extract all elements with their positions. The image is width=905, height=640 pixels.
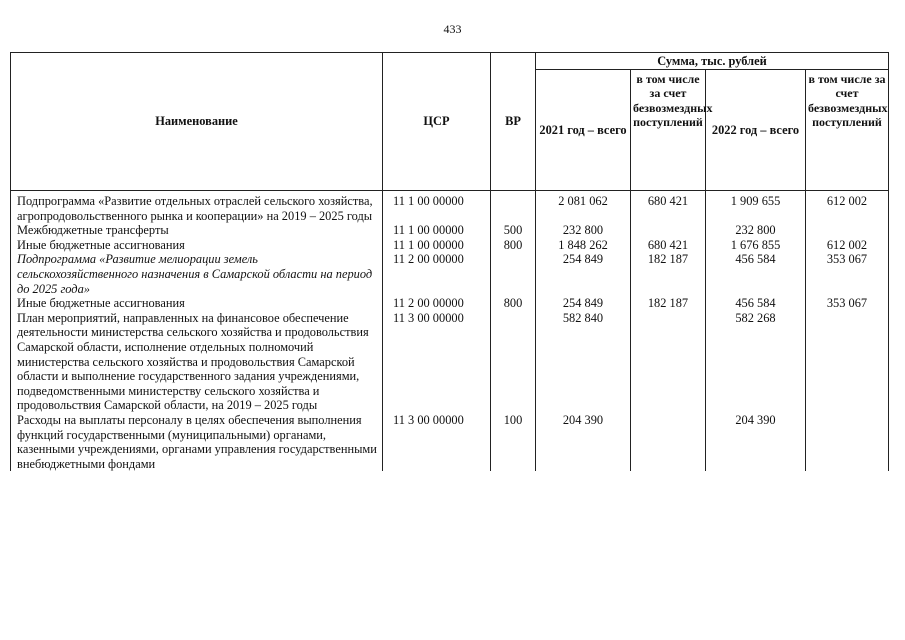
row-2021-free: 680 421 — [631, 238, 706, 253]
row-2022-total: 1 909 655 — [706, 191, 806, 224]
table-row — [11, 311, 889, 413]
row-2022-total: 1 676 855 — [706, 238, 806, 253]
row-csr: 11 2 00 00000 — [383, 296, 491, 311]
table-body — [11, 191, 889, 472]
row-2021-free — [631, 311, 706, 413]
header-2022-total: 2022 год – всего — [706, 70, 806, 191]
row-2021-total: 1 848 262 — [536, 238, 631, 253]
row-2021-free — [631, 413, 706, 471]
row-name: План мероприятий, направленных на финансовое обеспечение деятельности министерства сельского хозяйства и продовольствия Самарской области, исполнение отдельных полномочий министерства сельского хозяйства и продовольствия Самарской области и выполнение государственного задания учреждениями, подведомственными министерству сельского хозяйства и продовольствия Самарской области, на 2019 – 2025 годы — [11, 311, 383, 413]
row-2021-total: 254 849 — [536, 252, 631, 296]
table-row — [11, 413, 889, 471]
row-csr: 11 1 00 00000 — [383, 238, 491, 253]
row-2021-total: 204 390 — [536, 413, 631, 471]
row-2021-free: 680 421 — [631, 191, 706, 224]
header-2022-free: в том числе за счет безвозмездных поступлений — [806, 70, 889, 191]
row-2022-total: 456 584 — [706, 296, 806, 311]
row-2022-free: 612 002 — [806, 191, 889, 224]
row-2022-total: 456 584 — [706, 252, 806, 296]
row-vr — [491, 252, 536, 296]
row-2022-free: 353 067 — [806, 296, 889, 311]
row-2022-total: 204 390 — [706, 413, 806, 471]
row-csr: 11 1 00 00000 — [383, 223, 491, 238]
row-2021-free: 182 187 — [631, 252, 706, 296]
table-row — [11, 238, 889, 253]
row-vr: 800 — [491, 238, 536, 253]
table-row — [11, 223, 889, 238]
row-2021-total: 232 800 — [536, 223, 631, 238]
header-sum-title: Сумма, тыс. рублей — [536, 53, 889, 70]
row-csr: 11 1 00 00000 — [383, 191, 491, 224]
row-vr: 800 — [491, 296, 536, 311]
row-2021-total: 2 081 062 — [536, 191, 631, 224]
row-2022-free: 353 067 — [806, 252, 889, 296]
table-header — [11, 53, 889, 191]
header-2021-free: в том числе за счет безвозмездных поступлений — [631, 70, 706, 191]
row-name: Подпрограмма «Развитие отдельных отраслей сельского хозяйства, агропродовольственного рынка и кооперации» на 2019 – 2025 годы — [11, 191, 383, 224]
header-vr: ВР — [491, 53, 536, 191]
row-name: Иные бюджетные ассигнования — [11, 296, 383, 311]
row-2022-free: 612 002 — [806, 238, 889, 253]
row-2022-total: 582 268 — [706, 311, 806, 413]
row-vr: 500 — [491, 223, 536, 238]
row-name: Расходы на выплаты персоналу в целях обеспечения выполнения функций государственными (муниципальными) органами, казенными учреждениями, органами управления государственными внебюджетными фондами — [11, 413, 383, 471]
header-csr: ЦСР — [383, 53, 491, 191]
row-2021-total: 582 840 — [536, 311, 631, 413]
row-name: Межбюджетные трансферты — [11, 223, 383, 238]
row-2021-total: 254 849 — [536, 296, 631, 311]
row-2021-free: 182 187 — [631, 296, 706, 311]
header-name: Наименование — [11, 53, 383, 191]
row-2022-total: 232 800 — [706, 223, 806, 238]
page-number: 433 — [443, 22, 462, 36]
row-vr — [491, 311, 536, 413]
row-2022-free — [806, 311, 889, 413]
row-name: Подпрограмма «Развитие мелиорации земель сельскохозяйственного назначения в Самарской области на период до 2025 года» — [11, 252, 383, 296]
table-row — [11, 252, 889, 296]
table-row — [11, 296, 889, 311]
table-row — [11, 191, 889, 224]
row-2021-free — [631, 223, 706, 238]
header-2021-total: 2021 год – всего — [536, 70, 631, 191]
row-csr: 11 2 00 00000 — [383, 252, 491, 296]
row-csr: 11 3 00 00000 — [383, 413, 491, 471]
row-2022-free — [806, 413, 889, 471]
row-vr — [491, 191, 536, 224]
row-name: Иные бюджетные ассигнования — [11, 238, 383, 253]
row-csr: 11 3 00 00000 — [383, 311, 491, 413]
row-2022-free — [806, 223, 889, 238]
row-vr: 100 — [491, 413, 536, 471]
budget-table — [10, 52, 889, 471]
